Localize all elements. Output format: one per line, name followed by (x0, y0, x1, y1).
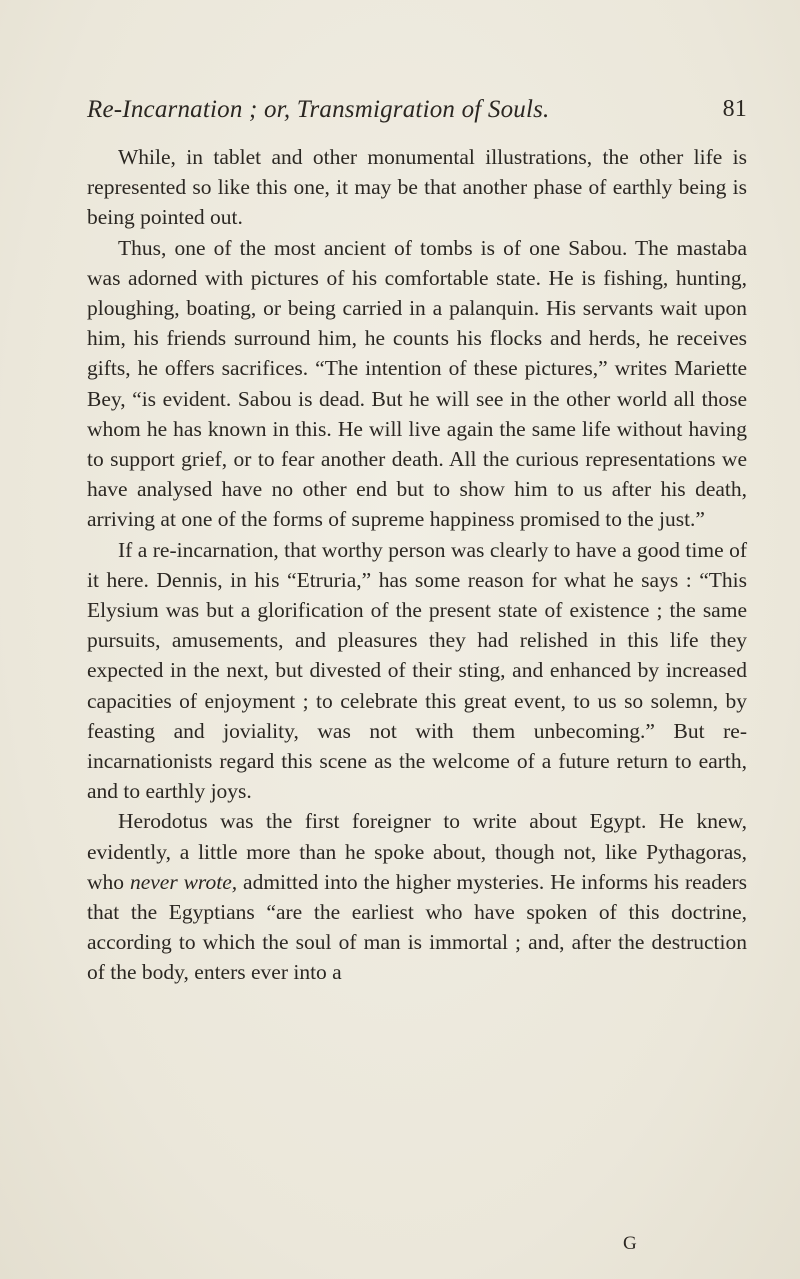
body-text (87, 142, 747, 988)
running-title: Re-Incarnation ; or, Transmigration of Souls. (87, 96, 550, 123)
paragraph-4-text-after: admitted into the higher mysteries. He informs his readers that the Egyptians “are the earliest who have spoken of this doctrine, according to which the soul of man is immortal ; and, after the destruction of the body, enters ever into a (87, 869, 748, 985)
paragraph-2: Thus, one of the most ancient of tombs is of one Sabou. The mastaba was adorned with pictures of his comfortable state. He is fishing, hunting, ploughing, boating, or being carried in a palanquin. His servants wait upon him, his friends surround him, he counts his flocks and herds, he receives gifts, he offers sacrifices. “The intention of these pictures,” writes Mariette Bey, “is evident. Sabou is dead. But he will see in the other world all those whom he has known in this. He will live again the same life without having to support grief, or to fear another death. All the curious representations we have analysed have no other end but to show him to us after his death, arriving at one of the forms of supreme happiness promised to the just.” (87, 235, 747, 532)
paragraph-1: While, in tablet and other monumental illustrations, the other life is represented so like this one, it may be that another phase of earthly being is being pointed out. (87, 145, 747, 230)
running-head (87, 96, 747, 132)
signature-mark: G (623, 1233, 638, 1254)
paragraph-4-text-before: Herodotus was the first foreigner to write about Egypt. He knew, evidently, a little more than he spoke about, though not, like Pythagoras, who (87, 809, 747, 894)
paragraph-4 (87, 806, 747, 987)
paragraph-4-emphasis: never wrote, (129, 869, 238, 894)
page-number: 81 (722, 96, 747, 122)
paragraph-3: If a re-incarnation, that worthy person was clearly to have a good time of it here. Dennis, in his “Etruria,” has some reason for what he says : “This Elysium was but a glorification of the present state of existence ; the same pursuits, amusements, and pleasures they had relished in this life they expected in the next, but divested of their sting, and enhanced by increased capacities of enjoyment ; to celebrate this great event, to us so solemn, by feasting and joviality, was not with them unbecoming.” But re-incarnationists regard this scene as the welcome of a future return to earth, and to earthly joys. (87, 537, 747, 804)
